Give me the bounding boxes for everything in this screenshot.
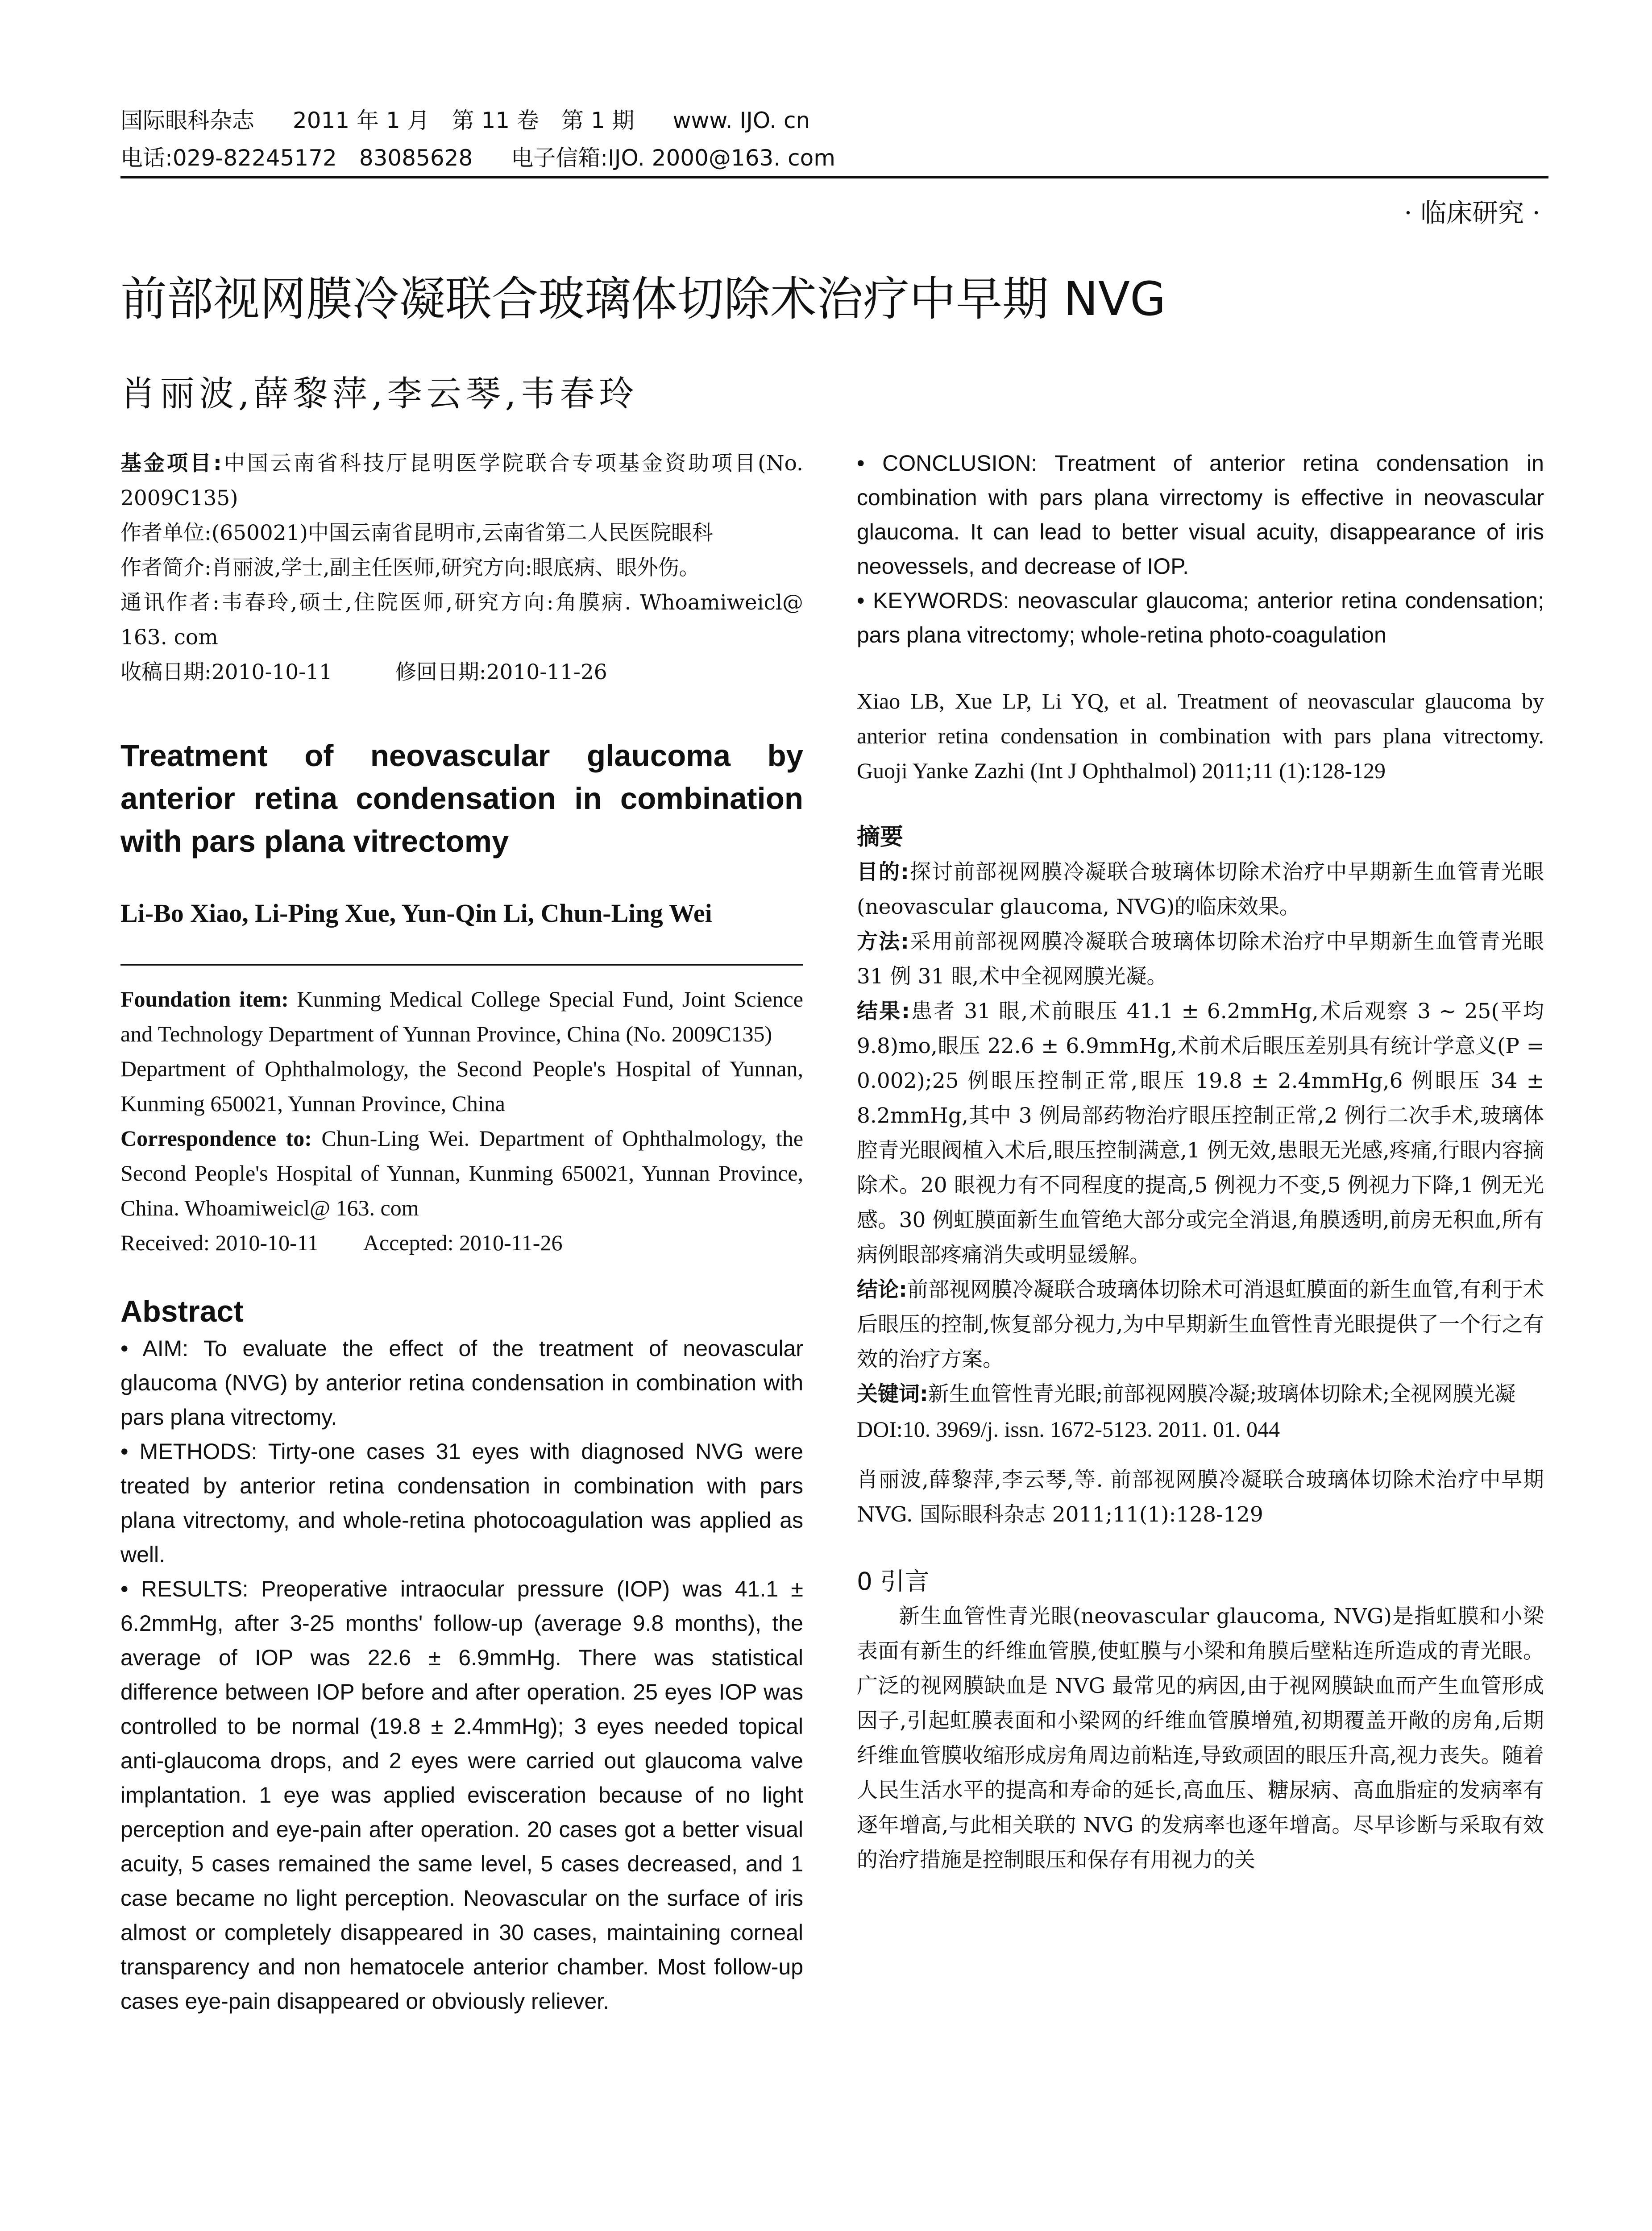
abstract-aim: • AIM: To evaluate the effect of the treatment of neovascular glaucoma (NVG) by anterior retina condensation in combination with pars plana vitrectomy. — [120, 1336, 803, 1430]
chinese-keywords-label: 关键词: — [857, 1382, 928, 1406]
right-column — [857, 446, 1544, 1878]
chinese-conclusion-label: 结论: — [857, 1277, 907, 1302]
journal-phone: 电话:029-82245172 83085628 — [120, 145, 473, 171]
english-citation: Xiao LB, Xue LP, Li YQ, et al. Treatment of neovascular glaucoma by anterior retina condensation in combination with pars plana vitrectomy. Guoji Yanke Zazhi (Int J Ophthalmol) 2011;11 (1):128-129 — [857, 688, 1544, 783]
abstract-methods: • METHODS: Tirty-one cases 31 eyes with diagnosed NVG were treated by anterior retina condensation in combination with pars plana vitrectomy, and whole-retina photocoagulation was applied as well. — [120, 1439, 803, 1567]
english-corr-label: Correspondence to: — [120, 1126, 312, 1151]
bio-text: 肖丽波,学士,副主任医师,研究方向:眼底病、眼外伤。 — [211, 556, 700, 580]
chinese-results — [857, 994, 1544, 1273]
chinese-conclusion — [857, 1273, 1544, 1377]
abstract-keywords: • KEYWORDS: neovascular glaucoma; anterior retina condensation; pars plana vitrectomy; whole-retina photo-coagulation — [857, 588, 1544, 647]
foundation-label: 基金项目: — [120, 451, 222, 476]
chinese-results-text: 患者 31 眼,术前眼压 41.1 ± 6.2mmHg,术后观察 3 ~ 25(平均 9.8)mo,眼压 22.6 ± 6.9mmHg,术前术后眼压差别具有统计学意义(P = 0.002);25 例眼压控制正常,眼压 19.8 ± 2.4mmHg,6 例眼压 34 ± 8.2mmHg,其中 3 例局部药物治疗眼压控制正常,2 例行二次手术,玻璃体腔青光眼阀植入术后,眼压控制满意,1 例无效,患眼无光感,疼痛,行眼内容摘除术。20 眼视力有不同程度的提高,5 例视力不变,5 例视力下降,1 例无光感。30 例虹膜面新生血管绝大部分或完全消退,角膜透明,前房无积血,所有病例眼部疼痛消失或明显缓解。 — [857, 999, 1544, 1267]
english-authors: Li-Bo Xiao, Li-Ping Xue, Yun-Qin Li, Chun-Ling Wei — [120, 899, 712, 928]
journal-name: 国际眼科杂志 — [120, 108, 254, 133]
foundation-text: 中国云南省科技厅昆明医学院联合专项基金资助项目(No. 2009C135) — [120, 451, 803, 510]
affiliation-label: 作者单位: — [120, 521, 212, 545]
received-dates: 收稿日期:2010-10-11 修回日期:2010-11-26 — [120, 660, 607, 684]
english-corr-text: Chun-Ling Wei. Department of Ophthalmology, the Second People's Hospital of Yunnan, Kunming 650021, Yunnan Province, China. Whoamiweicl@ 163. com — [120, 1126, 804, 1220]
chinese-abstract-heading: 摘要 — [857, 824, 904, 850]
section-tag: · 临床研究 · — [1404, 198, 1540, 228]
header-rule — [120, 176, 1548, 178]
corr-label: 通讯作者: — [120, 590, 220, 615]
chinese-methods-label: 方法: — [857, 929, 909, 954]
affiliation-text: (650021)中国云南省昆明市,云南省第二人民医院眼科 — [211, 521, 713, 545]
journal-issue: 2011 年 1 月 第 11 卷 第 1 期 — [292, 108, 635, 133]
journal-website: www. IJO. cn — [672, 108, 810, 133]
introduction-heading: 0 引言 — [857, 1567, 930, 1596]
abstract-conclusion: • CONCLUSION: Treatment of anterior retina condensation in combination with pars plana virrectomy is effective in neovascular glaucoma. It can lead to better visual acuity, disappearance of iris neovessels, and decrease of IOP. — [857, 451, 1544, 579]
affiliation-info — [120, 516, 803, 551]
journal-email: 电子信箱:IJO. 2000@163. com — [511, 145, 835, 171]
english-foundation-text: Kunming Medical College Special Fund, Joint Science and Technology Department of Yunnan Province, China (No. 2009C135) — [120, 987, 803, 1046]
journal-header — [120, 102, 1548, 177]
corr-text: 韦春玲,硕士,住院医师,研究方向:角膜病. Whoamiweicl@ 163. com — [120, 590, 803, 650]
author-bio — [120, 551, 803, 585]
chinese-results-label: 结果: — [857, 999, 910, 1024]
chinese-conclusion-text: 前部视网膜冷凝联合玻璃体切除术可消退虹膜面的新生血管,有利于术后眼压的控制,恢复部分视力,为中早期新生血管性青光眼提供了一个行之有效的治疗方案。 — [857, 1277, 1544, 1372]
introduction-text: 新生血管性青光眼(neovascular glaucoma, NVG)是指虹膜和小梁表面有新生的纤维血管膜,使虹膜与小梁和角膜后壁粘连所造成的青光眼。广泛的视网膜缺血是 NVG 最常见的病因,由于视网膜缺血而产生血管形成因子,引起虹膜表面和小梁网的纤维血管膜增殖,初期覆盖开敞的房角,后期纤维血管膜收缩形成房角周边前粘连,导致顽固的眼压升高,视力丧失。随着人民生活水平的提高和寿命的延长,高血压、糖尿病、高血脂症的发病率有逐年增高,与此相关联的 NVG 的发病率也逐年增高。尽早诊断与采取有效的治疗措施是控制眼压和保存有用视力的关 — [857, 1604, 1544, 1872]
corresponding-author — [120, 585, 803, 655]
abstract-heading: Abstract — [120, 1294, 244, 1328]
english-title: Treatment of neovascular glaucoma by anterior retina condensation in combination with pars plana vitrectomy — [120, 738, 803, 858]
chinese-methods — [857, 925, 1544, 994]
journal-header-line-2 — [120, 139, 1548, 177]
chinese-aim — [857, 855, 1544, 925]
paper-title: 前部视网膜冷凝联合玻璃体切除术治疗中早期 NVG — [120, 272, 1166, 326]
chinese-methods-text: 采用前部视网膜冷凝联合玻璃体切除术治疗中早期新生血管青光眼 31 例 31 眼,术中全视网膜光凝。 — [857, 929, 1544, 989]
foundation-info — [120, 446, 803, 516]
abstract-results: • RESULTS: Preoperative intraocular pressure (IOP) was 41.1 ± 6.2mmHg, after 3-25 months' follow-up (average 9.8 months), the average of IOP was 22.6 ± 6.9mmHg. There was statistical difference between IOP before and after operation. 25 eyes IOP was controlled to be normal (19.8 ± 2.4mmHg); 3 eyes needed topical anti-glaucoma drops, and 2 eyes were carried out glaucoma valve implantation. 1 eye was applied evisceration because of no light perception and eye-pain after operation. 20 cases got a better visual acuity, 5 cases remained the same level, 5 cases decreased, and 1 case became no light perception. Neovascular on the surface of iris almost or completely disappeared in 30 cases, maintaining corneal transparency and non hematocele anterior chamber. Most follow-up cases eye-pain disappeared or obviously reliever. — [120, 1576, 803, 2014]
english-affiliation: Department of Ophthalmology, the Second People's Hospital of Yunnan, Kunming 650021, Yunnan Province, China — [120, 1056, 803, 1116]
english-received: Received: 2010-10-11 Accepted: 2010-11-26 — [120, 1230, 563, 1255]
chinese-aim-label: 目的: — [857, 860, 909, 884]
chinese-keywords — [857, 1377, 1544, 1412]
chinese-aim-text: 探讨前部视网膜冷凝联合玻璃体切除术治疗中早期新生血管青光眼(neovascular glaucoma, NVG)的临床效果。 — [857, 860, 1544, 919]
chinese-citation: 肖丽波,薛黎萍,李云琴,等. 前部视网膜冷凝联合玻璃体切除术治疗中早期 NVG. 国际眼科杂志 2011;11(1):128-129 — [857, 1468, 1544, 1527]
chinese-keywords-text: 新生血管性青光眼;前部视网膜冷凝;玻璃体切除术;全视网膜光凝 — [928, 1382, 1516, 1406]
english-correspondence — [120, 1121, 803, 1225]
bio-label: 作者简介: — [120, 556, 212, 580]
journal-header-line-1 — [120, 102, 1548, 139]
english-foundation-label: Foundation item: — [120, 987, 289, 1012]
english-foundation — [120, 982, 803, 1051]
doi: DOI:10. 3969/j. issn. 1672-5123. 2011. 01. 044 — [857, 1417, 1280, 1442]
author-line: 肖丽波,薛黎萍,李云琴,韦春玲 — [120, 374, 639, 414]
left-column — [120, 446, 803, 2019]
